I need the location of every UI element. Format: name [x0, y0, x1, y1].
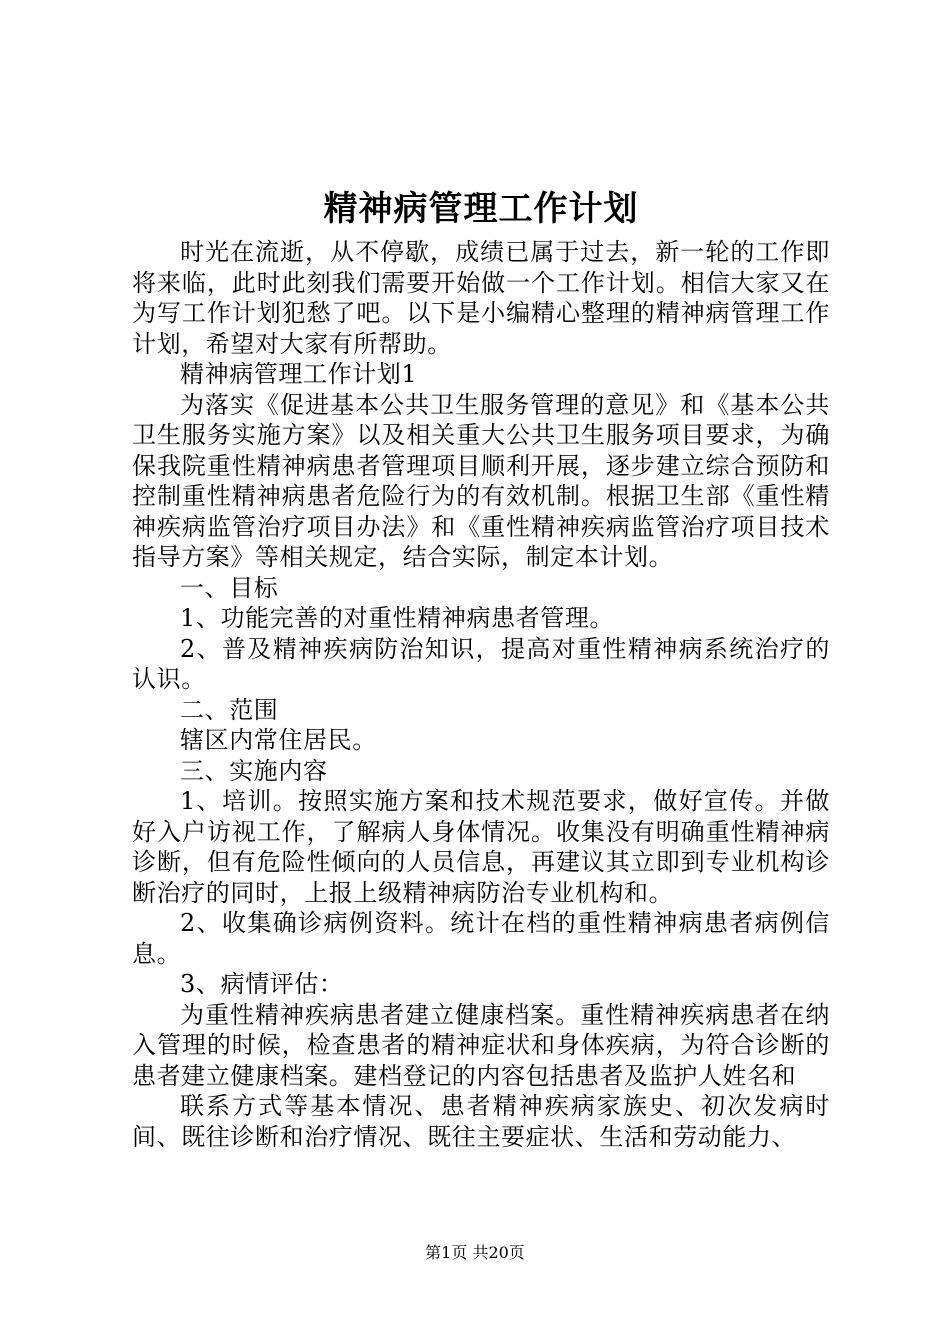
document-title: 精神病管理工作计划	[323, 189, 639, 229]
document-page	[132, 185, 830, 1152]
section-heading-scope: 二、范围	[180, 695, 279, 724]
paragraph-goal-2: 2、普及精神疾病防治知识，提高对重性精神病系统治疗的认识。	[132, 634, 830, 693]
paragraph-purpose: 为落实《促进基本公共卫生服务管理的意见》和《基本公共卫生服务实施方案》以及相关重大公共卫生服务项目要求，为确保我院重性精神病患者管理项目顺利开展，逐步建立综合预防和控制重性精神病患者危险行为的有效机制。根据卫生部《重性精神疾病监管治疗项目办法》和《重性精神疾病监管治疗项目技术指导方案》等相关规定，结合实际，制定本计划。	[132, 390, 830, 571]
paragraph-record-contents: 联系方式等基本情况、患者精神疾病家族史、初次发病时间、既往诊断和治疗情况、既往主要症状、生活和劳动能力、	[132, 1092, 830, 1151]
section-heading-content: 三、实施内容	[180, 756, 328, 785]
paragraph-case-collection: 2、收集确诊病例资料。统计在档的重性精神病患者病例信息。	[132, 909, 830, 968]
page-footer: 第1页 共20页	[425, 1243, 525, 1262]
paragraph-scope: 辖区内常住居民。	[180, 726, 377, 754]
paragraph-training: 1、培训。按照实施方案和技术规范要求，做好宣传。并做好入户访视工作，了解病人身体情况。收集没有明确重性精神病诊断，但有危险性倾向的人员信息，再建议其立即到专业机构诊断治疗的同时，上报上级精神病防治专业机构和。	[132, 787, 830, 907]
paragraph-goal-1: 1、功能完善的对重性精神病患者管理。	[180, 604, 615, 632]
paragraph-assessment-heading: 3、病情评估：	[180, 970, 344, 998]
paragraph-plan-heading: 精神病管理工作计划1	[180, 360, 418, 388]
paragraph-intro: 时光在流逝，从不停歇，成绩已属于过去，新一轮的工作即将来临，此时此刻我们需要开始做一个工作计划。相信大家又在为写工作计划犯愁了吧。以下是小编精心整理的精神病管理工作计划，希望对大家有所帮助。	[132, 238, 830, 358]
paragraph-health-records: 为重性精神疾病患者建立健康档案。重性精神疾病患者在纳入管理的时候，检查患者的精神症状和身体疾病，为符合诊断的患者建立健康档案。建档登记的内容包括患者及监护人姓名和	[132, 1000, 830, 1090]
section-heading-goals: 一、目标	[180, 573, 279, 602]
